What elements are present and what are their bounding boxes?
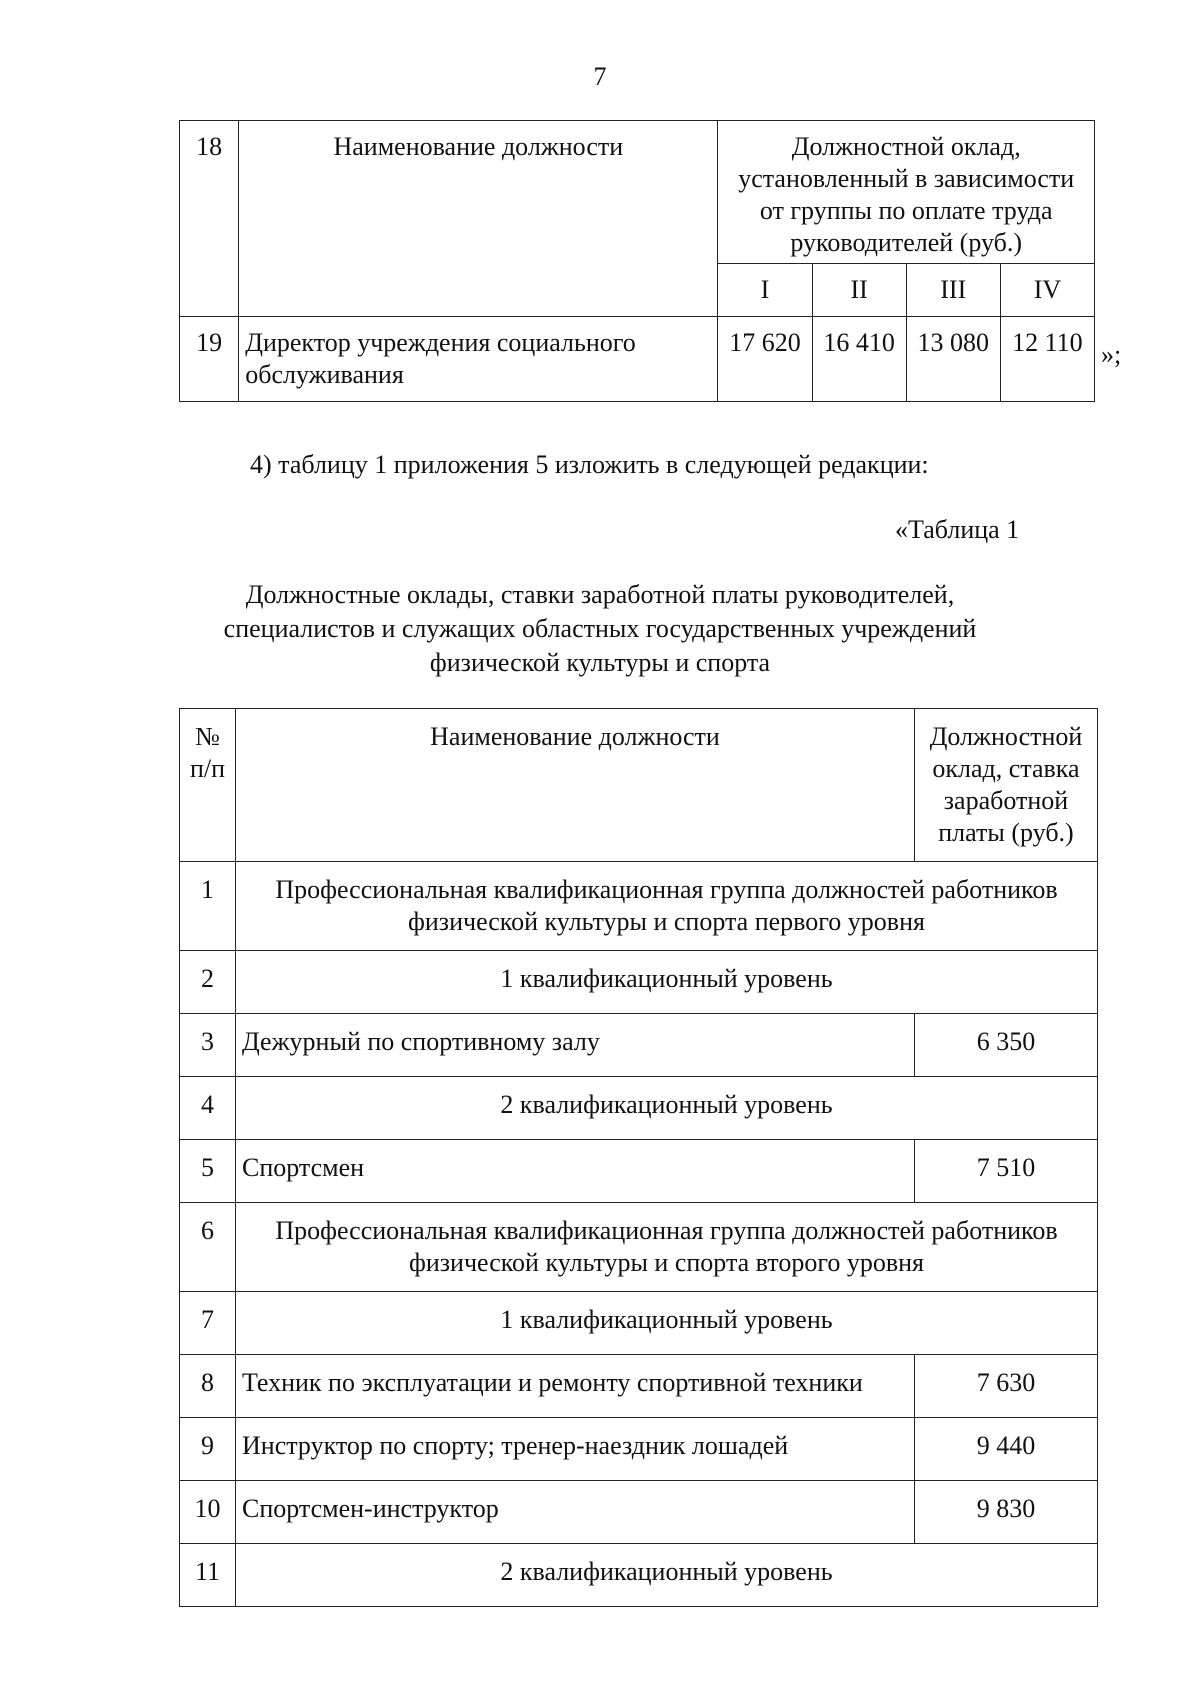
group-label: II	[812, 264, 906, 317]
salary-value: 12 110	[1000, 317, 1094, 402]
salary-value: 7 630	[915, 1355, 1098, 1418]
header-position-name: Наименование должности	[236, 709, 915, 862]
salary-value: 9 830	[915, 1481, 1098, 1544]
table-row	[180, 1014, 1098, 1077]
table-row	[180, 1544, 1098, 1607]
header-position-name: Наименование должности	[239, 121, 718, 317]
salary-value: 7 510	[915, 1140, 1098, 1203]
header-num: № п/п	[180, 709, 236, 862]
closing-quote: »;	[1101, 340, 1122, 369]
row-position-name: Спортсмен-инструктор	[236, 1481, 915, 1544]
row-num: 9	[180, 1418, 236, 1481]
salary-value: 17 620	[718, 317, 812, 402]
row-num: 4	[180, 1077, 236, 1140]
intro-paragraph: 4) таблицу 1 приложения 5 изложить в следующей редакции:	[250, 450, 929, 479]
row-num: 6	[180, 1203, 236, 1292]
salary-table-sport	[179, 708, 1098, 1607]
row-num: 10	[180, 1481, 236, 1544]
table-label: «Таблица 1	[895, 515, 1020, 544]
row-position-name: Спортсмен	[236, 1140, 915, 1203]
group-heading: 2 квалификационный уровень	[236, 1544, 1098, 1607]
heading-line: Должностные оклады, ставки заработной платы руководителей,	[245, 580, 955, 609]
row-num: 11	[180, 1544, 236, 1607]
salary-value: 9 440	[915, 1418, 1098, 1481]
table-header-row	[180, 121, 1095, 264]
header-salary: Должностной оклад, установленный в зависимости от группы по оплате труда руководителей (руб.)	[718, 121, 1095, 264]
row-position-name: Техник по эксплуатации и ремонту спортивной техники	[236, 1355, 915, 1418]
table-row	[180, 1418, 1098, 1481]
table-row	[180, 1203, 1098, 1292]
page-number: 7	[593, 62, 607, 91]
group-label: III	[906, 264, 1000, 317]
group-label: I	[718, 264, 812, 317]
heading-line: специалистов и служащих областных государственных учреждений	[223, 614, 977, 643]
table-row	[180, 1140, 1098, 1203]
table-body	[180, 862, 1098, 1607]
row-position-name: Дежурный по спортивному залу	[236, 1014, 915, 1077]
row-num: 5	[180, 1140, 236, 1203]
group-heading: 1 квалификационный уровень	[236, 1292, 1098, 1355]
row-position-name: Инструктор по спорту; тренер-наездник лошадей	[236, 1418, 915, 1481]
group-heading: Профессиональная квалификационная группа должностей работников физической культуры и спорта первого уровня	[236, 862, 1098, 951]
table-row	[180, 1292, 1098, 1355]
group-label: IV	[1000, 264, 1094, 317]
row-position-name: Директор учреждения социального обслуживания	[239, 317, 718, 402]
table-heading	[0, 578, 1200, 680]
header-salary: Должностной оклад, ставка заработной платы (руб.)	[915, 709, 1098, 862]
table-row	[180, 951, 1098, 1014]
heading-line: физической культуры и спорта	[429, 648, 771, 677]
group-heading: 2 квалификационный уровень	[236, 1077, 1098, 1140]
table-row	[180, 1355, 1098, 1418]
row-num: 8	[180, 1355, 236, 1418]
table-header-row	[180, 709, 1098, 862]
row-num: 7	[180, 1292, 236, 1355]
header-num: 18	[180, 121, 239, 317]
row-num: 19	[180, 317, 239, 402]
table-row	[180, 317, 1095, 402]
table-row	[180, 1077, 1098, 1140]
row-num: 2	[180, 951, 236, 1014]
row-num: 3	[180, 1014, 236, 1077]
salary-value: 6 350	[915, 1014, 1098, 1077]
table-row	[180, 862, 1098, 951]
table-row	[180, 1481, 1098, 1544]
group-heading: Профессиональная квалификационная группа должностей работников физической культуры и спорта второго уровня	[236, 1203, 1098, 1292]
row-num: 1	[180, 862, 236, 951]
salary-value: 13 080	[906, 317, 1000, 402]
salary-table-director	[179, 120, 1095, 402]
group-heading: 1 квалификационный уровень	[236, 951, 1098, 1014]
salary-value: 16 410	[812, 317, 906, 402]
